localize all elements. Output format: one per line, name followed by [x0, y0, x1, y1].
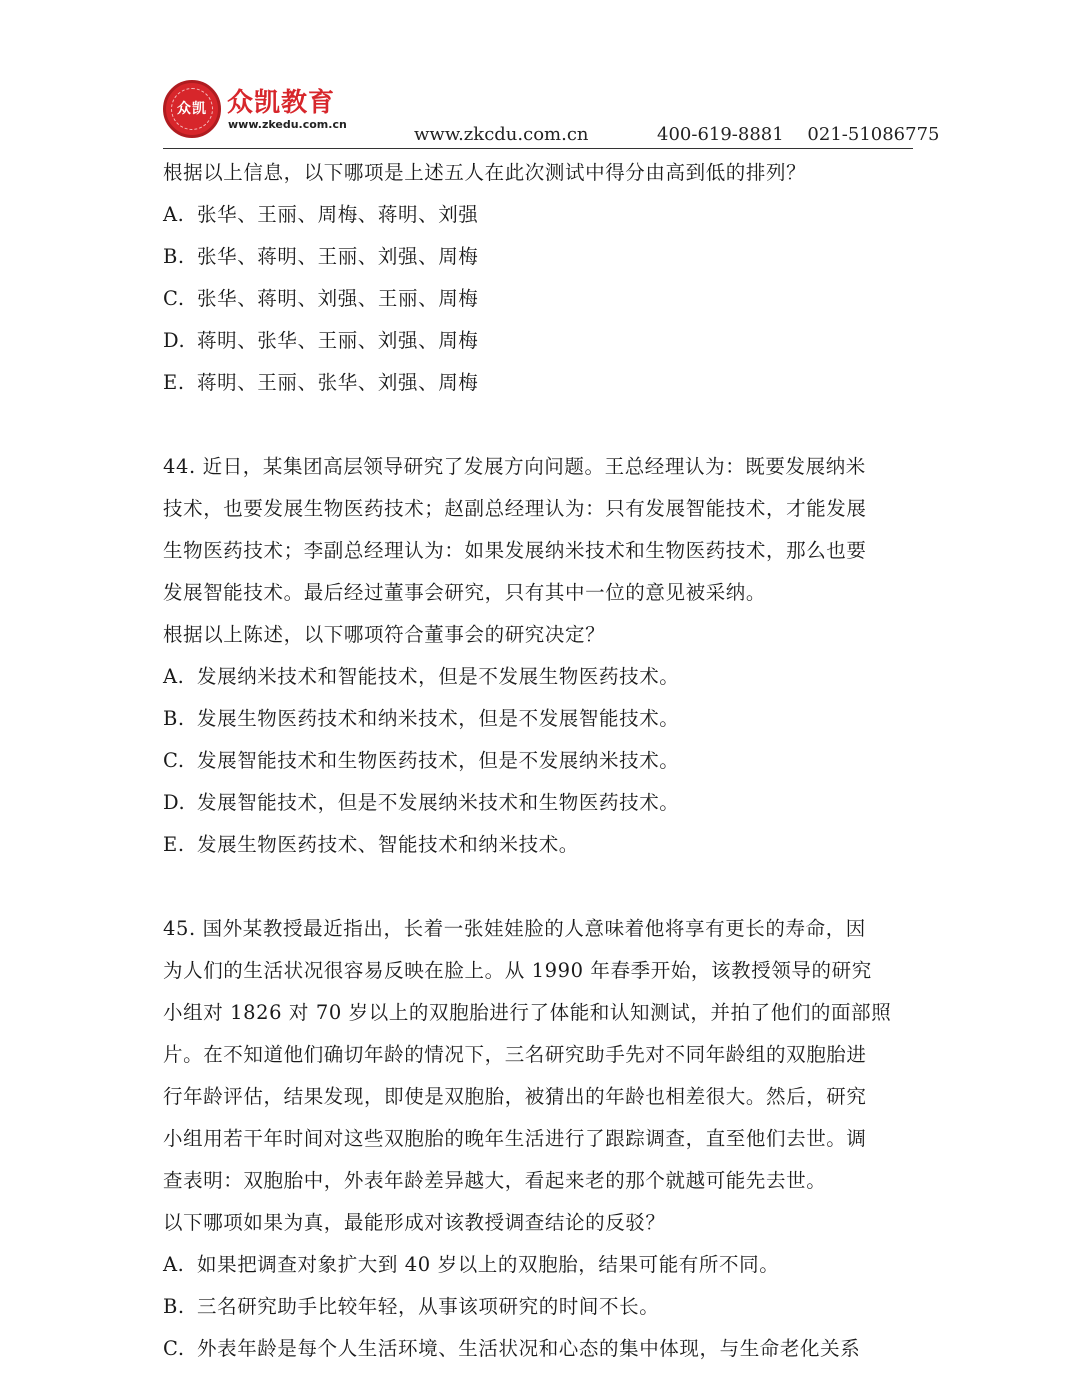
- q45-paragraph-line: 查表明：双胞胎中，外表年龄差异越大，看起来老的那个就越可能先去世。: [163, 1169, 827, 1192]
- option-text: 发展生物医药技术、智能技术和纳米技术。: [197, 833, 579, 856]
- phone-numbers: [657, 124, 939, 145]
- q44-option-b: [163, 698, 915, 740]
- q43-stem: 根据以上信息，以下哪项是上述五人在此次测试中得分由高到低的排列？: [163, 161, 807, 184]
- option-text: 如果把调查对象扩大到 40 岁以上的双胞胎，结果可能有所不同。: [197, 1253, 780, 1276]
- q44-option-a: [163, 656, 915, 698]
- option-letter: C.: [163, 287, 185, 310]
- q45-paragraph-line: 小组用若干年时间对这些双胞胎的晚年生活进行了跟踪调查，直至他们去世。调: [163, 1127, 867, 1150]
- option-letter: A.: [163, 203, 185, 226]
- q43-option-a: [163, 194, 915, 236]
- header-divider: [163, 148, 913, 149]
- option-letter: B.: [163, 707, 185, 730]
- spacer: [163, 866, 915, 908]
- q45-paragraph-line: 片。在不知道他们确切年龄的情况下，三名研究助手先对不同年龄组的双胞胎进: [163, 1043, 867, 1066]
- q45-paragraph-line: 小组对 1826 对 70 岁以上的双胞胎进行了体能和认知测试，并拍了他们的面部照: [163, 1001, 892, 1024]
- option-text: 发展生物医药技术和纳米技术，但是不发展智能技术。: [197, 707, 680, 730]
- option-letter: E.: [163, 371, 185, 394]
- phone-2: 021-51086775: [807, 124, 940, 145]
- q43-option-c: [163, 278, 915, 320]
- q43-option-d: [163, 320, 915, 362]
- brand-name: 众凯教育: [227, 88, 336, 118]
- q45-paragraph-line: 为人们的生活状况很容易反映在脸上。从 1990 年春季开始，该教授领导的研究: [163, 959, 872, 982]
- q45-option-c: [163, 1328, 915, 1370]
- spacer: [163, 404, 915, 446]
- option-text: 发展智能技术和生物医药技术，但是不发展纳米技术。: [197, 749, 680, 772]
- q44-stem: 根据以上陈述，以下哪项符合董事会的研究决定？: [163, 623, 606, 646]
- q44-option-d: [163, 782, 915, 824]
- phone-1: 400-619-8881: [657, 124, 784, 145]
- q43-option-e: [163, 362, 915, 404]
- q44-paragraph-line: 技术，也要发展生物医药技术；赵副总经理认为：只有发展智能技术，才能发展: [163, 497, 867, 520]
- page-header: [0, 0, 1080, 150]
- option-letter: D.: [163, 329, 186, 352]
- q45-paragraph-line: 45. 国外某教授最近指出，长着一张娃娃脸的人意味着他将享有更长的寿命，因: [163, 917, 866, 940]
- brand-logo-seal: 众凯: [163, 80, 221, 138]
- site-url: www.zkcdu.com.cn: [414, 124, 589, 145]
- option-letter: A.: [163, 665, 185, 688]
- option-letter: C.: [163, 749, 185, 772]
- q45-stem: 以下哪项如果为真，最能形成对该教授调查结论的反驳？: [163, 1211, 666, 1234]
- option-text: 张华、蒋明、王丽、刘强、周梅: [197, 245, 479, 268]
- option-letter: D.: [163, 791, 186, 814]
- q44-option-c: [163, 740, 915, 782]
- option-letter: B.: [163, 1295, 185, 1318]
- q45-paragraph-line: 行年龄评估，结果发现，即使是双胞胎，被猜出的年龄也相差很大。然后，研究: [163, 1085, 867, 1108]
- option-text: 三名研究助手比较年轻，从事该项研究的时间不长。: [197, 1295, 660, 1318]
- brand-url: www.zkedu.com.cn: [228, 118, 347, 131]
- q45-option-a: [163, 1244, 915, 1286]
- option-text: 外表年龄是每个人生活环境、生活状况和心态的集中体现，与生命老化关系: [197, 1337, 861, 1360]
- option-letter: E.: [163, 833, 185, 856]
- document-body: [163, 152, 915, 1370]
- option-letter: A.: [163, 1253, 185, 1276]
- option-letter: C.: [163, 1337, 185, 1360]
- option-text: 发展纳米技术和智能技术，但是不发展生物医药技术。: [197, 665, 680, 688]
- option-text: 发展智能技术，但是不发展纳米技术和生物医药技术。: [197, 791, 680, 814]
- q44-paragraph-line: 生物医药技术；李副总经理认为：如果发展纳米技术和生物医药技术，那么也要: [163, 539, 867, 562]
- q45-option-b: [163, 1286, 915, 1328]
- q44-option-e: [163, 824, 915, 866]
- option-text: 张华、蒋明、刘强、王丽、周梅: [197, 287, 479, 310]
- option-text: 张华、王丽、周梅、蒋明、刘强: [197, 203, 479, 226]
- q44-paragraph-line: 44. 近日，某集团高层领导研究了发展方向问题。王总经理认为：既要发展纳米: [163, 455, 866, 478]
- option-text: 蒋明、张华、王丽、刘强、周梅: [197, 329, 479, 352]
- option-text: 蒋明、王丽、张华、刘强、周梅: [197, 371, 479, 394]
- option-letter: B.: [163, 245, 185, 268]
- q44-paragraph-line: 发展智能技术。最后经过董事会研究，只有其中一位的意见被采纳。: [163, 581, 767, 604]
- q43-option-b: [163, 236, 915, 278]
